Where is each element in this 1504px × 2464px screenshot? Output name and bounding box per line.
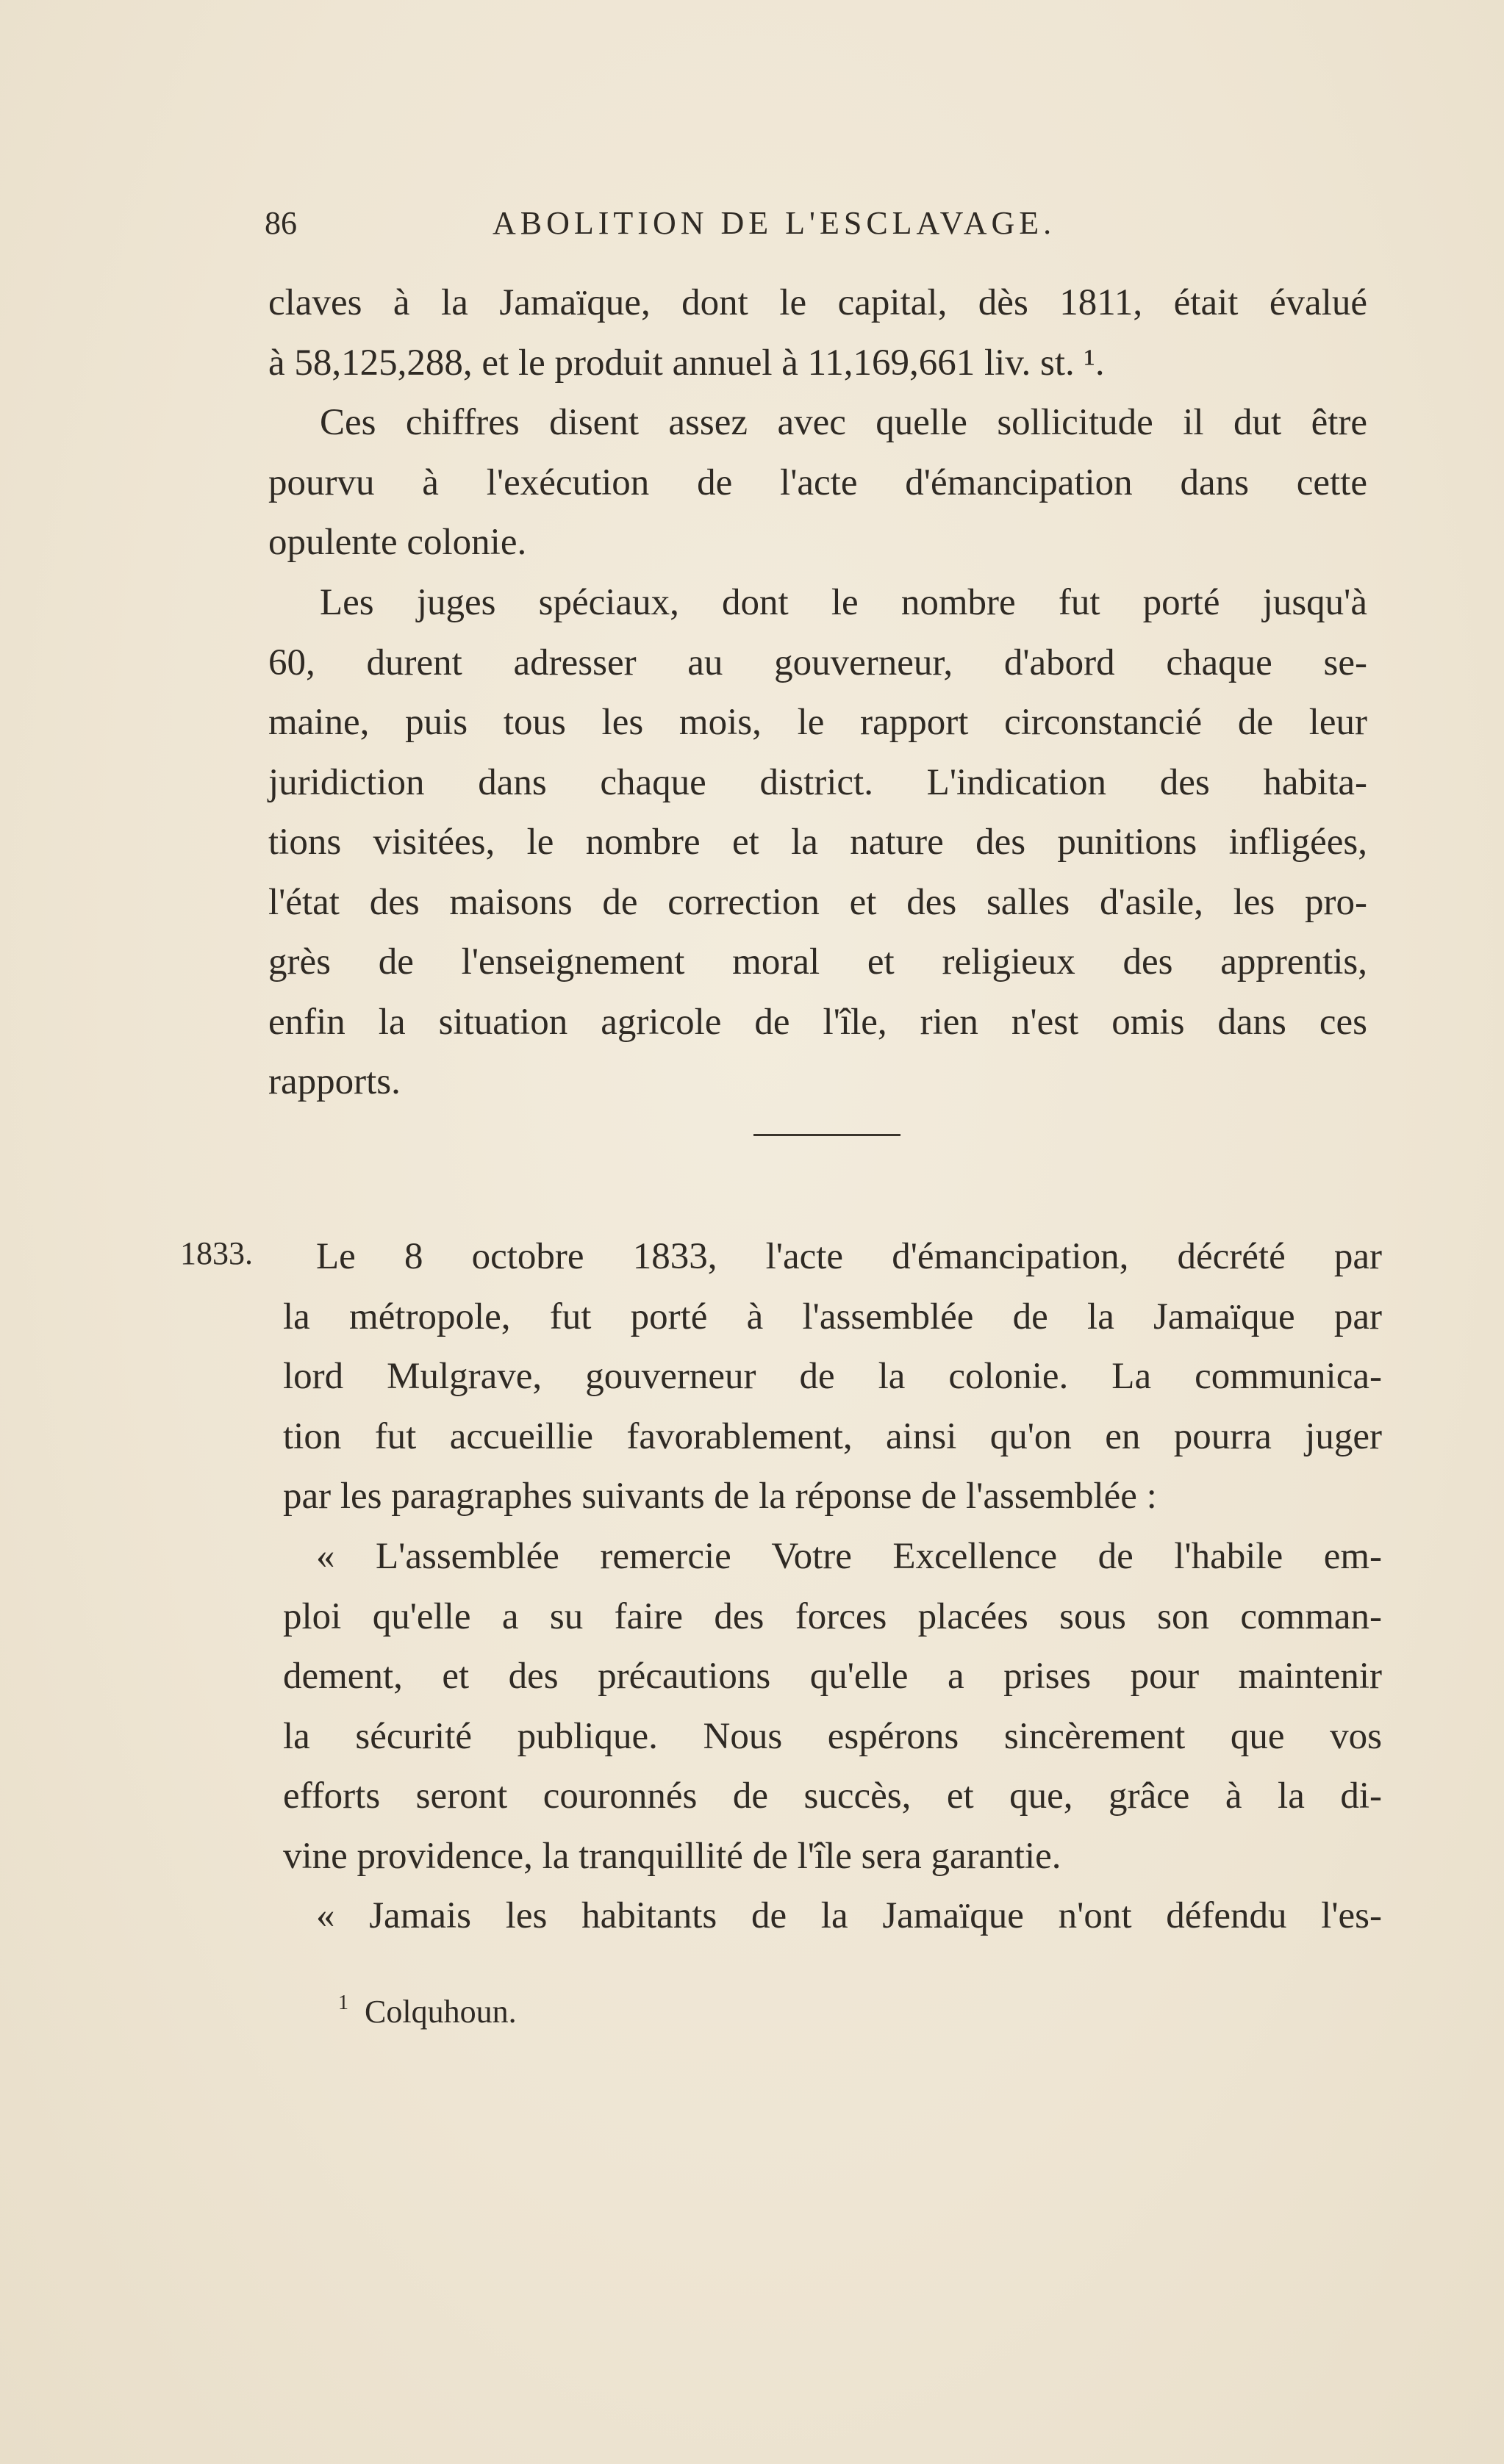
running-title: ABOLITION DE L'ESCLAVAGE. [493, 205, 1056, 241]
text-line: la métropole, fut porté à l'assemblée de la Jamaïque par [283, 1296, 1382, 1337]
text-line: Le 8 octobre 1833, l'acte d'émancipation, décrété par [316, 1236, 1382, 1277]
text-line: ploi qu'elle a su faire des forces placées sous son comman- [283, 1595, 1382, 1637]
footnote [338, 1991, 517, 2030]
quoted-paragraph [283, 1886, 1382, 1947]
text-line: « Jamais les habitants de la Jamaïque n'ont défendu l'es- [316, 1895, 1382, 1936]
text-line: vine providence, la tranquillité de l'île sera garantie. [283, 1835, 1061, 1877]
text-line: Les juges spéciaux, dont le nombre fut porté jusqu'à [320, 582, 1367, 623]
text-line: l'état des maisons de correction et des salles d'asile, les pro- [268, 881, 1367, 923]
text-line: juridiction dans chaque district. L'indication des habita- [268, 761, 1367, 803]
text-line: opulente colonie. [268, 522, 527, 563]
text-line: tion fut accueillie favorablement, ainsi qu'on en pourra juger [283, 1415, 1382, 1457]
text-line: claves à la Jamaïque, dont le capital, dès 1811, était évalué [268, 282, 1367, 323]
text-line: enfin la situation agricole de l'île, rien n'est omis dans ces [268, 1001, 1367, 1043]
text-line: lord Mulgrave, gouverneur de la colonie. La communica- [283, 1356, 1382, 1397]
paragraph [283, 1227, 1382, 1527]
text-line: Ces chiffres disent assez avec quelle sollicitude il dut être [320, 402, 1367, 443]
paragraph [268, 393, 1367, 573]
text-line: maine, puis tous les mois, le rapport circonstancié de leur [268, 702, 1367, 743]
paragraph [268, 573, 1367, 1113]
footnote-marker: 1 [338, 1991, 348, 2014]
marginal-year: 1833. [180, 1235, 253, 1271]
page-number: 86 [265, 205, 297, 241]
text-line: rapports. [268, 1061, 401, 1102]
text-line: pourvu à l'exécution de l'acte d'émancipation dans cette [268, 461, 1367, 503]
footnote-text: Colquhoun. [365, 1994, 517, 2030]
text-line: par les paragraphes suivants de la réponse de l'assemblée : [283, 1476, 1157, 1517]
text-line: « L'assemblée remercie Votre Excellence de l'habile em- [316, 1536, 1382, 1577]
paragraph-continuation [268, 273, 1367, 393]
text-line: dement, et des précautions qu'elle a prises pour maintenir [283, 1656, 1382, 1697]
page-header [265, 204, 1367, 248]
text-line: tions visitées, le nombre et la nature des punitions infligées, [268, 822, 1367, 863]
quoted-paragraph [283, 1527, 1382, 1886]
text-line: grès de l'enseignement moral et religieux des apprentis, [268, 941, 1367, 983]
text-line: la sécurité publique. Nous espérons sincèrement que vos [283, 1715, 1382, 1757]
text-line: efforts seront couronnés de succès, et que, grâce à la di- [283, 1775, 1382, 1817]
section-divider [753, 1134, 900, 1136]
text-line: à 58,125,288, et le produit annuel à 11,169,661 liv. st. ¹. [268, 342, 1105, 384]
text-line: 60, durent adresser au gouverneur, d'abord chaque se- [268, 642, 1367, 683]
